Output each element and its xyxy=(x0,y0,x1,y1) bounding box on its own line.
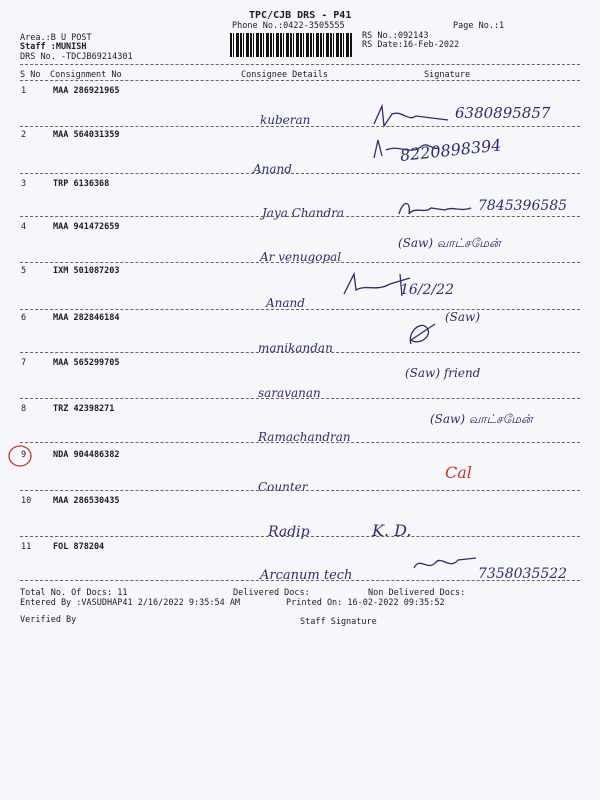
rs-number: RS No.:092143 xyxy=(362,31,429,41)
consignee-handwriting: Anand xyxy=(253,162,292,176)
signature-scribble xyxy=(410,552,480,574)
signature-handwriting: K. D. xyxy=(372,521,412,540)
consignee-handwriting: Counter xyxy=(258,480,308,494)
column-consignee: Consignee Details xyxy=(241,70,328,80)
signature-handwriting: (Saw) வாட்சமேன் xyxy=(398,236,501,250)
row-divider xyxy=(20,490,580,491)
consignment-number: TRZ 42398271 xyxy=(53,404,115,414)
row-divider xyxy=(20,216,580,217)
consignee-handwriting: manikandan xyxy=(258,341,333,355)
consignment-number: FOL 878204 xyxy=(53,542,105,552)
column-signature: Signature xyxy=(424,70,471,80)
row-number: 5 xyxy=(21,266,27,276)
column-sno: S No xyxy=(20,70,41,80)
row-divider xyxy=(20,126,580,127)
total-docs: Total No. Of Docs: 11 xyxy=(20,588,128,598)
row-number: 1 xyxy=(21,86,27,96)
consignment-number: MAA 286530435 xyxy=(53,496,120,506)
signature-handwriting: Cal xyxy=(445,463,472,482)
row-number: 11 xyxy=(21,542,32,552)
signature-handwriting: (Saw) xyxy=(445,310,481,324)
consignee-handwriting: Anand xyxy=(266,296,305,310)
entered-by: Entered By :VASUDHAP41 2/16/2022 9:35:54 AM xyxy=(20,598,241,608)
row-number: 2 xyxy=(21,130,27,140)
row-number: 7 xyxy=(21,358,27,368)
consignment-number: MAA 286921965 xyxy=(53,86,120,96)
row-divider xyxy=(20,442,580,443)
phone-handwriting: 7358035522 xyxy=(478,566,568,582)
phone-number: Phone No.:0422-3505555 xyxy=(232,21,345,31)
row-divider xyxy=(20,398,580,399)
phone-handwriting: 6380895857 xyxy=(455,104,551,122)
delivered-docs: Delivered Docs: xyxy=(233,588,310,598)
consignee-handwriting: Radip xyxy=(268,524,310,540)
consignment-number: MAA 564031359 xyxy=(53,130,120,140)
consignee-handwriting: Jaya Chandra xyxy=(262,206,345,220)
phone-handwriting: 8220898394 xyxy=(399,135,503,165)
drs-number: DRS No. -TDCJB69214301 xyxy=(20,52,133,62)
phone-handwriting: 7845396585 xyxy=(478,198,568,214)
date-handwriting: 16/2/22 xyxy=(400,282,454,298)
area-label: Area.:B U POST xyxy=(20,33,92,43)
consignment-number: NDA 904486382 xyxy=(53,450,120,460)
consignment-number: MAA 282846184 xyxy=(53,313,120,323)
consignee-handwriting: saravanan xyxy=(258,386,321,400)
consignee-handwriting: Ramachandran xyxy=(258,430,351,444)
row-circle-mark xyxy=(7,444,33,468)
consignment-number: IXM 501087203 xyxy=(53,266,120,276)
row-divider xyxy=(20,580,580,581)
staff-label: Staff :MUNISH xyxy=(20,42,87,52)
row-divider xyxy=(20,309,580,310)
report-title: TPC/CJB DRS - P41 xyxy=(249,10,352,21)
signature-scribble xyxy=(405,318,439,348)
signature-handwriting: (Saw) friend xyxy=(405,366,481,380)
consignee-handwriting: kuberan xyxy=(260,113,311,127)
signature-handwriting: (Saw) வாட்சமேன் xyxy=(430,412,533,426)
row-divider xyxy=(20,352,580,353)
header-divider xyxy=(20,64,580,65)
consignee-handwriting: Ar venugopal xyxy=(260,250,342,264)
consignee-handwriting: Arcanum tech xyxy=(260,568,353,583)
barcode xyxy=(230,33,352,57)
consignment-number: MAA 941472659 xyxy=(53,222,120,232)
row-number: 6 xyxy=(21,313,27,323)
consignment-number: MAA 565299705 xyxy=(53,358,120,368)
staff-signature: Staff Signature xyxy=(300,617,377,627)
printed-on: Printed On: 16-02-2022 09:35:52 xyxy=(286,598,445,608)
row-number: 9 xyxy=(21,450,27,460)
page-number: Page No.:1 xyxy=(453,21,505,31)
row-number: 10 xyxy=(21,496,32,506)
row-number: 4 xyxy=(21,222,27,232)
rs-date: RS Date:16-Feb-2022 xyxy=(362,40,460,50)
column-divider xyxy=(20,80,580,81)
row-divider xyxy=(20,536,580,537)
non-delivered-docs: Non Delivered Docs: xyxy=(368,588,466,598)
row-divider xyxy=(20,262,580,263)
row-divider xyxy=(20,173,580,174)
row-number: 3 xyxy=(21,179,27,189)
row-number: 8 xyxy=(21,404,27,414)
column-consignment: Consignment No xyxy=(50,70,122,80)
consignment-number: TRP 6136368 xyxy=(53,179,110,189)
verified-by: Verified By xyxy=(20,615,77,625)
